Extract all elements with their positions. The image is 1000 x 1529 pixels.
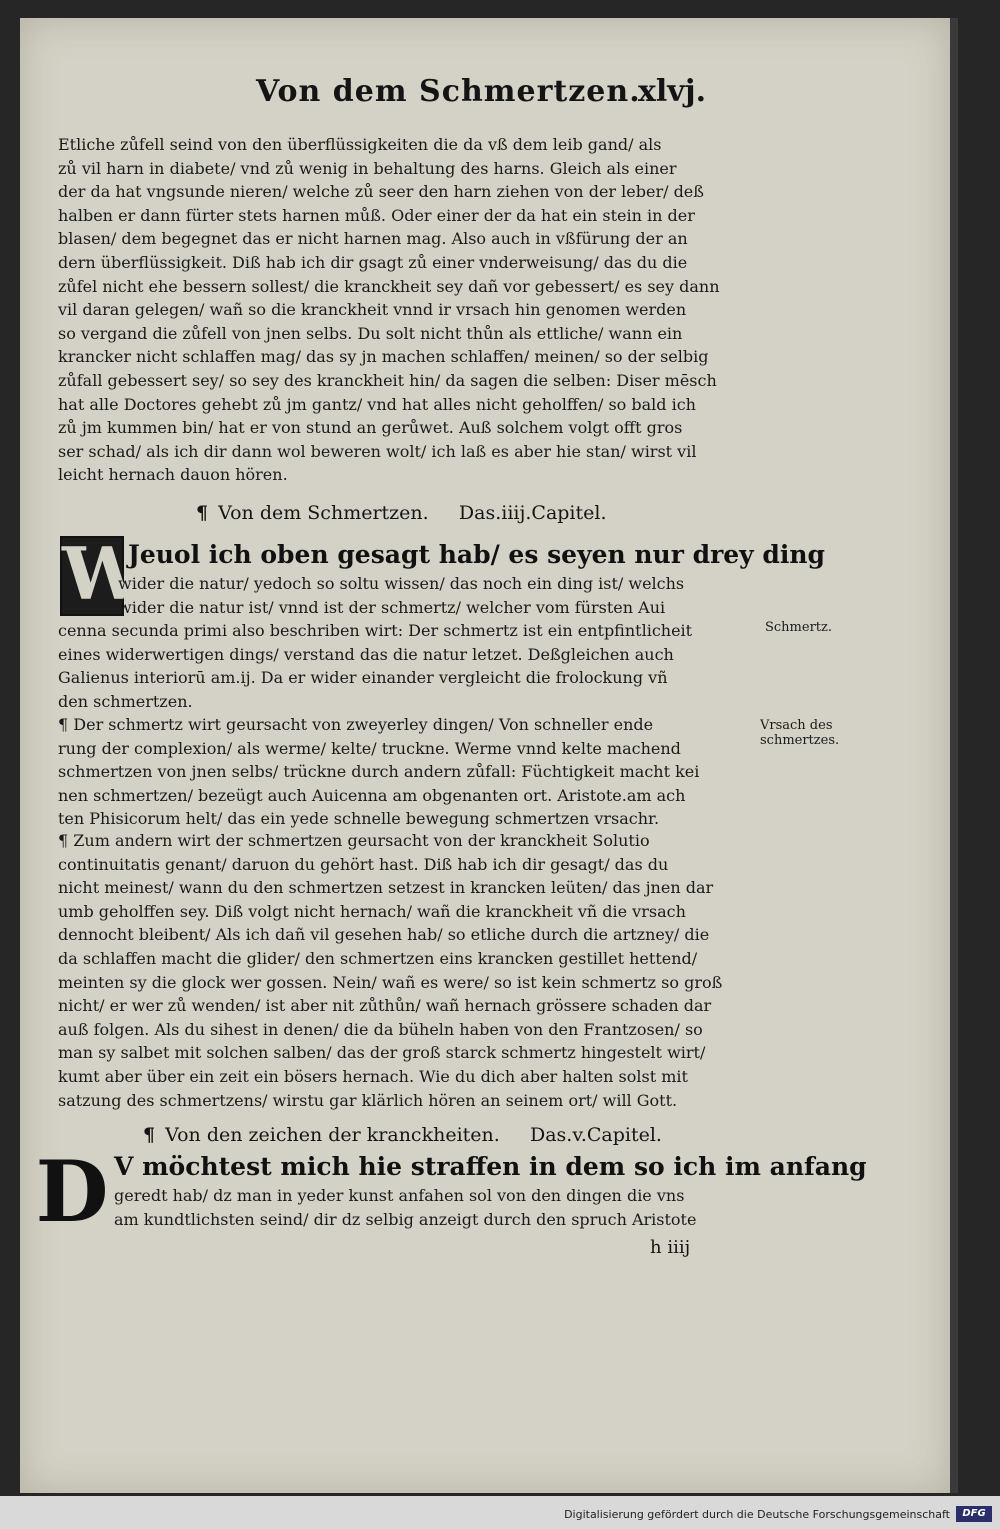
pilcrow-icon: ¶: [143, 1124, 156, 1146]
text-line: vil daran gelegen/ wañ so die kranckheit vnnd ir vrsach hin genomen werden: [58, 300, 687, 320]
decorated-initial-d: D: [35, 1142, 109, 1241]
text-line: der da hat vngsunde nieren/ welche zů seer den harn ziehen von der leber/ deß: [58, 182, 704, 202]
text-line: ¶ Der schmertz wirt geursacht von zweyerley dingen/ Von schneller ende: [58, 715, 654, 734]
text-line: ten Phisicorum helt/ das ein yede schnelle bewegung schmertzen vrsachr.: [58, 809, 660, 829]
text-line: cenna secunda primi also beschriben wirt: Der schmertz ist ein entpfintlicheit: [58, 621, 693, 640]
marginal-note-vrsach: [760, 718, 840, 748]
chapter-5-title: Von den zeichen der kranckheiten. Das.v.Capitel.: [165, 1124, 662, 1146]
text-line: wider die natur/ yedoch so soltu wissen/ das noch ein ding ist/ welchs: [118, 574, 685, 593]
chapter-4-indented-text: [118, 572, 758, 619]
chapter-4-first-line: Jeuol ich oben gesagt hab/ es seyen nur drey ding: [128, 540, 826, 569]
page-edge: [950, 18, 958, 1493]
signature-mark: h iiij: [650, 1237, 691, 1258]
text-line: da schlaffen macht die glider/ den schmertzen eins krancken gestillet hettend/: [58, 948, 698, 968]
text-line: satzung des schmertzens/ wirstu gar klärlich hören an seinem ort/ will Gott.: [58, 1090, 678, 1110]
text-line: dern überflüssigkeit. Diß hab ich dir gsagt zů einer vnderweisung/ das du die: [58, 252, 688, 272]
paragraph-3: [58, 713, 760, 831]
chapter-5-heading: [143, 1124, 662, 1146]
text-line: nicht/ er wer zů wenden/ ist aber nit zůthůn/ wañ hernach grössere schaden dar: [58, 996, 712, 1016]
dfg-logo: DFG: [956, 1506, 992, 1522]
pilcrow-icon: ¶: [196, 502, 209, 524]
text-line: ¶ Zum andern wirt der schmertzen geursacht von der kranckheit Solutio: [58, 831, 650, 850]
text-line: continuitatis genant/ daruon du gehört hast. Diß hab ich dir gesagt/ das du: [58, 854, 669, 874]
text-line: ser schad/ als ich dir dann wol beweren wolt/ ich laß es aber hie stan/ wirst vil: [58, 441, 697, 461]
text-line: den schmertzen.: [58, 691, 193, 711]
chapter-4-title: Von dem Schmertzen. Das.iiij.Capitel.: [218, 502, 607, 524]
decorated-initial-w: W: [62, 531, 143, 616]
chapter-4-heading: [196, 502, 607, 524]
funding-notice: Digitalisierung gefördert durch die Deutsche Forschungsgemeinschaft: [564, 1508, 950, 1521]
marginal-note-line: Vrsach des: [760, 718, 833, 733]
text-line: nen schmertzen/ bezeügt auch Auicenna am obgenanten ort. Aristote.am ach: [58, 785, 686, 805]
text-line: Galienus interiorū am.ij. Da er wider einander vergleicht die frolockung vñ: [58, 668, 668, 688]
text-line: zůfel nicht ehe bessern sollest/ die kranckheit sey dañ vor gebessert/ es sey dann: [58, 276, 720, 296]
chapter-4-text: [58, 619, 760, 713]
chapter-5-first-line: V möchtest mich hie straffen in dem so ich im anfang: [114, 1152, 867, 1181]
paragraph-1: [58, 133, 760, 487]
marginal-note-schmertz: Schmertz.: [765, 620, 832, 635]
footer-bar: [0, 1500, 1000, 1529]
running-title: Von dem Schmertzen.: [256, 74, 641, 109]
text-line: zůfall gebessert sey/ so sey des kranckheit hin/ da sagen die selben: Diser mēsch: [58, 370, 717, 390]
text-line: geredt hab/ dz man in yeder kunst anfahen sol von den dingen die vns: [114, 1186, 685, 1205]
text-line: rung der complexion/ als werme/ kelte/ truckne. Werme vnnd kelte machend: [58, 738, 681, 758]
text-line: halben er dann fürter stets harnen můß. Oder einer der da hat ein stein in der: [58, 205, 695, 225]
text-line: zů jm kummen bin/ hat er von stund an gerůwet. Auß solchem volgt offt gros: [58, 418, 683, 438]
text-line: dennocht bleibent/ Als ich dañ vil gesehen hab/ so etliche durch die artzney/ die: [58, 925, 710, 945]
text-line: krancker nicht schlaffen mag/ das sy jn machen schlaffen/ meinen/ so der selbig: [58, 347, 709, 367]
text-line: hat alle Doctores gehebt zů jm gantz/ vnd hat alles nicht geholffen/ so bald ich: [58, 394, 696, 414]
text-line: schmertzen von jnen selbs/ trückne durch andern zůfall: Füchtigkeit macht kei: [58, 762, 700, 782]
folio-number: xlvj.: [638, 74, 707, 109]
chapter-5-text: [114, 1184, 760, 1231]
marginal-note-line: schmertzes.: [760, 733, 840, 748]
text-line: Etliche zůfell seind von den überflüssigkeiten die da vß dem leib gand/ als: [58, 135, 662, 154]
text-line: eines widerwertigen dings/ verstand das die natur letzet. Deßgleichen auch: [58, 644, 674, 664]
text-line: so vergand die zůfell von jnen selbs. Du solt nicht thůn als ettliche/ wann ein: [58, 323, 683, 343]
text-line: kumt aber über ein zeit ein bösers hernach. Wie du dich aber halten solst mit: [58, 1066, 688, 1086]
text-line: umb geholffen sey. Diß volgt nicht hernach/ wañ die kranckheit vñ die vrsach: [58, 901, 686, 921]
text-line: blasen/ dem begegnet das er nicht harnen mag. Also auch in vßfürung der an: [58, 229, 688, 249]
text-line: zů vil harn in diabete/ vnd zů wenig in behaltung des harns. Gleich als einer: [58, 158, 677, 178]
paragraph-4: [58, 829, 760, 1112]
text-line: am kundtlichsten seind/ dir dz selbig anzeigt durch den spruch Aristote: [114, 1209, 697, 1229]
page-header: [236, 60, 756, 130]
text-line: meinten sy die glock wer gossen. Nein/ wañ es were/ so ist kein schmertz so groß: [58, 972, 723, 992]
text-line: auß folgen. Als du sihest in denen/ die da büheln haben von den Frantzosen/ so: [58, 1019, 703, 1039]
text-line: man sy salbet mit solchen salben/ das der groß starck schmertz hingestelt wirt/: [58, 1043, 706, 1063]
text-line: nicht meinest/ wann du den schmertzen setzest in krancken leüten/ das jnen dar: [58, 878, 714, 898]
text-line: leicht hernach dauon hören.: [58, 465, 288, 485]
text-line: wider die natur ist/ vnnd ist der schmertz/ welcher vom fürsten Aui: [118, 597, 666, 617]
